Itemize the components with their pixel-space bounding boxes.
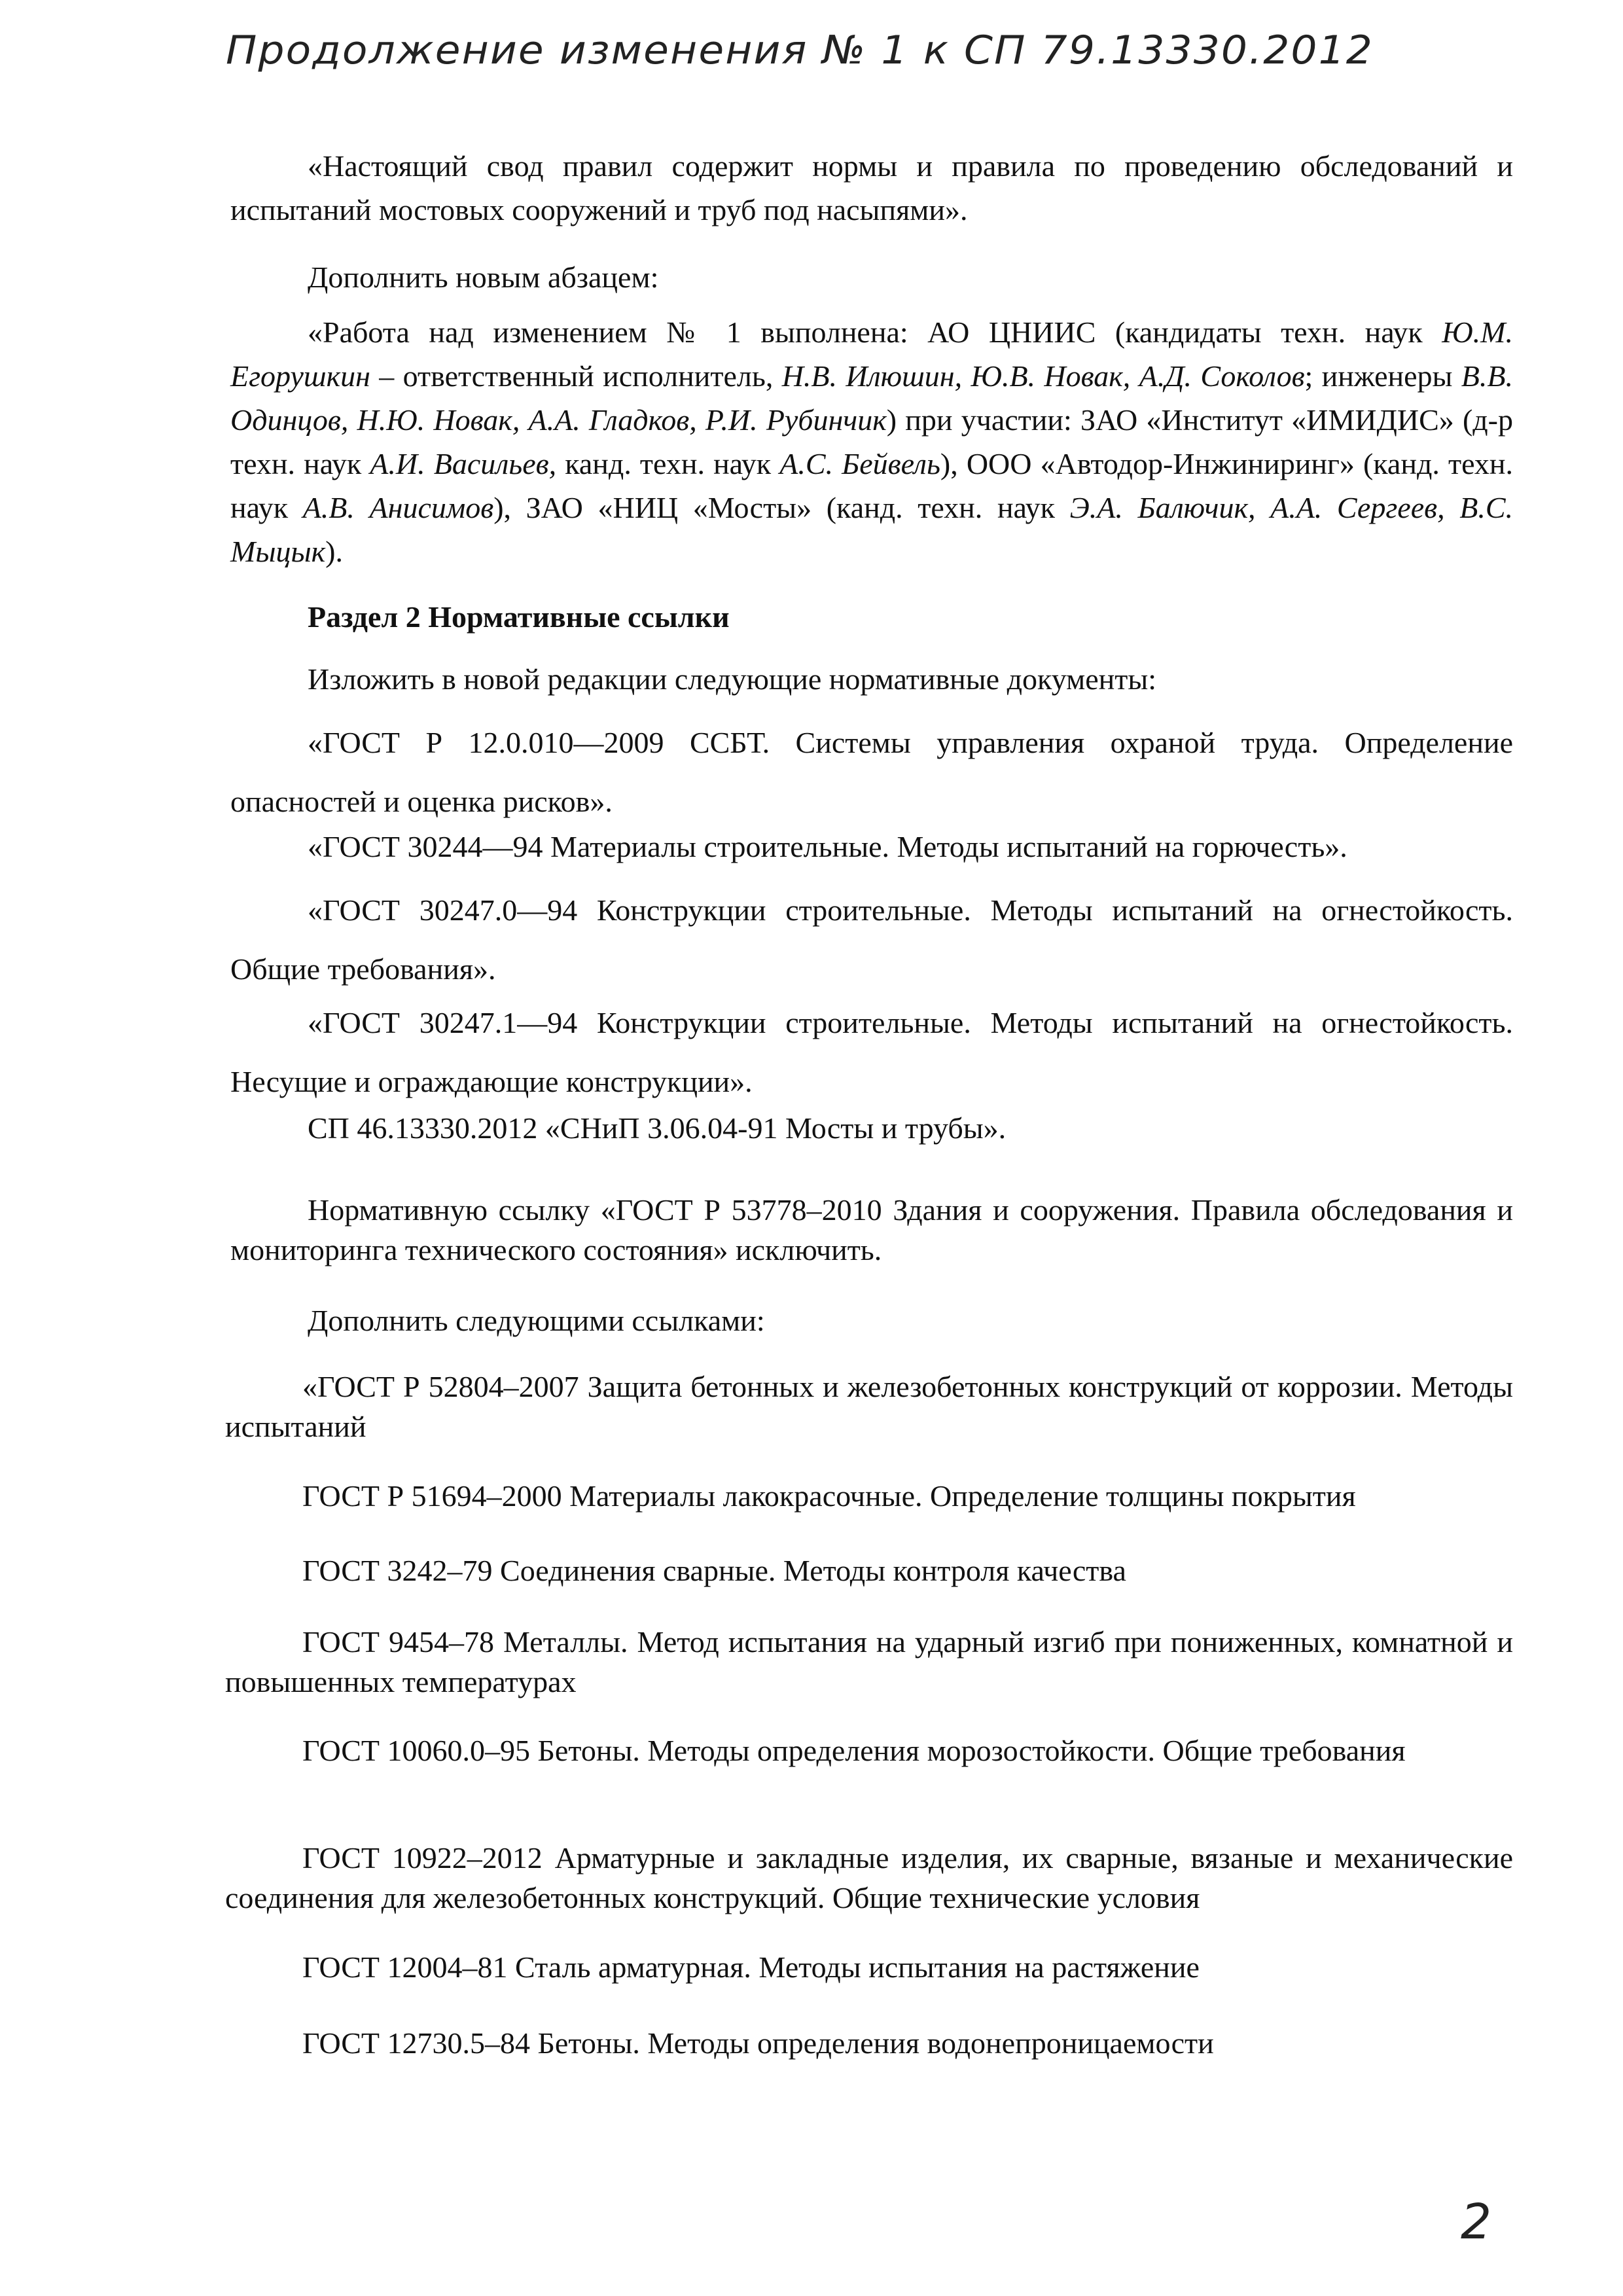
- handwritten-page-number: 2: [1461, 2194, 1493, 2250]
- paragraph-new-edition: Изложить в новой редакции следующие нормативные документы:: [308, 662, 1157, 696]
- paragraph-gost-30247-0: «ГОСТ 30247.0—94 Конструкции строительные. Методы испытаний на огнестойкость. Общие требования».: [230, 893, 1513, 986]
- paragraph-sp-46: СП 46.13330.2012 «СНиП 3.06.04-91 Мосты и трубы».: [308, 1111, 1007, 1145]
- paragraph-add-references: Дополнить следующими ссылками:: [308, 1304, 765, 1337]
- paragraph-gost-10922: ГОСТ 10922–2012 Арматурные и закладные изделия, их сварные, вязаные и механические соединения для железобетонных конструкций. Общие технические условия: [225, 1841, 1513, 1914]
- paragraph-gost-r-51694: ГОСТ Р 51694–2000 Материалы лакокрасочные. Определение толщины покрытия: [302, 1479, 1356, 1513]
- section-heading: Раздел 2 Нормативные ссылки: [308, 600, 730, 634]
- paragraph-gost-12-0-010: «ГОСТ Р 12.0.010—2009 ССБТ. Системы управления охраной труда. Определение опасностей и оценка рисков».: [230, 726, 1513, 818]
- paragraph-gost-30244: «ГОСТ 30244—94 Материалы строительные. Методы испытаний на горючесть».: [308, 830, 1347, 863]
- handwritten-header: Продолжение изменения № 1 к СП 79.13330.2012: [226, 27, 1374, 73]
- paragraph-gost-3242: ГОСТ 3242–79 Соединения сварные. Методы контроля качества: [302, 1554, 1126, 1587]
- paragraph-authors: «Работа над изменением № 1 выполнена: АО ЦНИИС (кандидаты техн. наук Ю.М. Егорушкин – ответственный исполнитель, Н.В. Илюшин, Ю.В. Новак, А.Д. Соколов; инженеры В.В. Одинцов, Н.Ю. Новак, А.А. Гладков, Р.И. Рубинчик) при участии: ЗАО «Институт «ИМИДИС» (д-р техн. наук А.И. Васильев, канд. техн. наук А.С. Бейвель), ООО «Автодор-Инжиниринг» (канд. техн. наук А.В. Анисимов), ЗАО «НИЦ «Мосты» (канд. техн. наук Э.А. Балючик, А.А. Сергеев, В.С. Мыцык).: [230, 315, 1514, 568]
- paragraph-gost-30247-1: «ГОСТ 30247.1—94 Конструкции строительные. Методы испытаний на огнестойкость. Несущие и ограждающие конструкции».: [230, 1006, 1513, 1098]
- paragraph-scope: «Настоящий свод правил содержит нормы и правила по проведению обследований и испытаний мостовых сооружений и труб под насыпями».: [230, 149, 1513, 226]
- paragraph-gost-r-52804: «ГОСТ Р 52804–2007 Защита бетонных и железобетонных конструкций от коррозии. Методы испытаний: [225, 1370, 1513, 1443]
- paragraph-add-new: Дополнить новым абзацем:: [308, 260, 659, 294]
- paragraph-gost-9454: ГОСТ 9454–78 Металлы. Метод испытания на ударный изгиб при пониженных, комнатной и повышенных температурах: [225, 1625, 1513, 1698]
- paragraph-exclude-reference: Нормативную ссылку «ГОСТ Р 53778–2010 Здания и сооружения. Правила обследования и мониторинга технического состояния» исключить.: [230, 1193, 1513, 1266]
- paragraph-gost-12730-5: ГОСТ 12730.5–84 Бетоны. Методы определения водонепроницаемости: [302, 2026, 1214, 2060]
- paragraph-gost-12004: ГОСТ 12004–81 Сталь арматурная. Методы испытания на растяжение: [302, 1950, 1200, 1984]
- paragraph-gost-10060: ГОСТ 10060.0–95 Бетоны. Методы определения морозостойкости. Общие требования: [302, 1734, 1406, 1767]
